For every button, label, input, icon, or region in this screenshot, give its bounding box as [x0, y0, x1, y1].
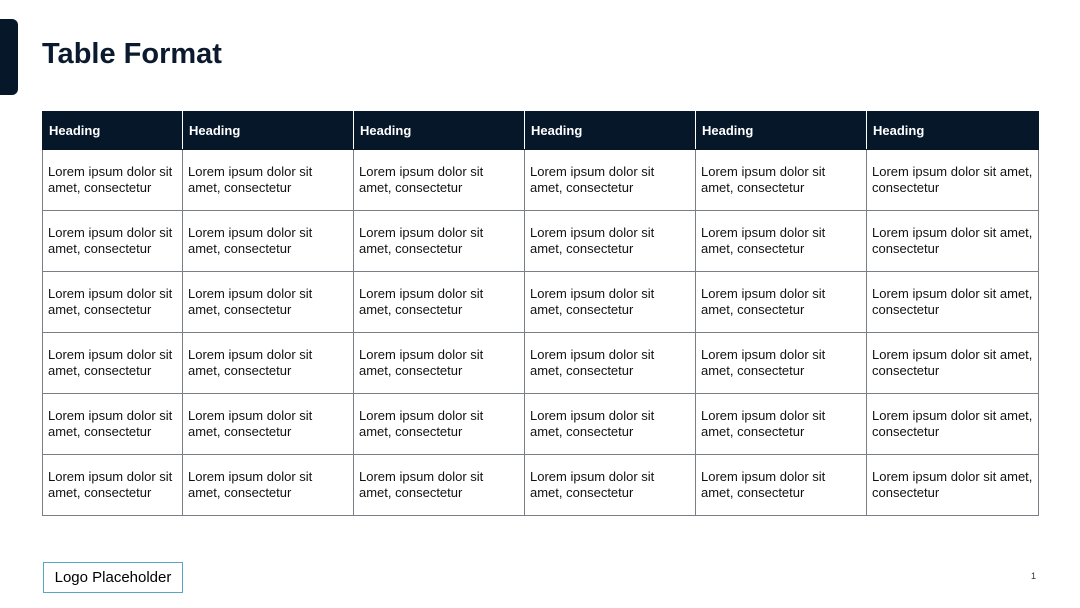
page-title: Table Format	[42, 38, 222, 70]
table-cell: Lorem ipsum dolor sit amet, consectetur	[867, 272, 1039, 333]
table-cell: Lorem ipsum dolor sit amet, consectetur	[183, 272, 354, 333]
table-cell: Lorem ipsum dolor sit amet, consectetur	[525, 211, 696, 272]
table-cell: Lorem ipsum dolor sit amet, consectetur	[525, 150, 696, 211]
column-header: Heading	[354, 112, 525, 150]
table-cell: Lorem ipsum dolor sit amet, consectetur	[525, 333, 696, 394]
column-header: Heading	[183, 112, 354, 150]
table-cell: Lorem ipsum dolor sit amet, consectetur	[354, 333, 525, 394]
table-row	[43, 455, 1039, 516]
table-cell: Lorem ipsum dolor sit amet, consectetur	[525, 455, 696, 516]
table-cell: Lorem ipsum dolor sit amet, consectetur	[354, 394, 525, 455]
table-cell: Lorem ipsum dolor sit amet, consectetur	[696, 455, 867, 516]
table-cell: Lorem ipsum dolor sit amet, consectetur	[354, 211, 525, 272]
table-cell: Lorem ipsum dolor sit amet, consectetur	[696, 150, 867, 211]
table-cell: Lorem ipsum dolor sit amet, consectetur	[43, 455, 183, 516]
table-cell: Lorem ipsum dolor sit amet, consectetur	[43, 272, 183, 333]
table-cell: Lorem ipsum dolor sit amet, consectetur	[696, 211, 867, 272]
table-cell: Lorem ipsum dolor sit amet, consectetur	[43, 333, 183, 394]
column-header: Heading	[696, 112, 867, 150]
table-cell: Lorem ipsum dolor sit amet, consectetur	[354, 272, 525, 333]
table-cell: Lorem ipsum dolor sit amet, consectetur	[354, 150, 525, 211]
table-row	[43, 272, 1039, 333]
table-cell: Lorem ipsum dolor sit amet, consectetur	[354, 455, 525, 516]
table-cell: Lorem ipsum dolor sit amet, consectetur	[43, 211, 183, 272]
table-cell: Lorem ipsum dolor sit amet, consectetur	[696, 272, 867, 333]
table-row	[43, 394, 1039, 455]
table-cell: Lorem ipsum dolor sit amet, consectetur	[183, 394, 354, 455]
table-cell: Lorem ipsum dolor sit amet, consectetur	[696, 333, 867, 394]
table-cell: Lorem ipsum dolor sit amet, consectetur	[183, 333, 354, 394]
data-table	[42, 111, 1039, 516]
table-cell: Lorem ipsum dolor sit amet, consectetur	[867, 455, 1039, 516]
table-cell: Lorem ipsum dolor sit amet, consectetur	[867, 211, 1039, 272]
table-cell: Lorem ipsum dolor sit amet, consectetur	[525, 394, 696, 455]
column-header: Heading	[43, 112, 183, 150]
table-cell: Lorem ipsum dolor sit amet, consectetur	[696, 394, 867, 455]
table-row	[43, 333, 1039, 394]
logo-placeholder	[43, 562, 183, 593]
table-cell: Lorem ipsum dolor sit amet, consectetur	[525, 272, 696, 333]
page-number: 1	[1030, 571, 1036, 581]
column-header: Heading	[525, 112, 696, 150]
table-cell: Lorem ipsum dolor sit amet, consectetur	[183, 211, 354, 272]
table-row	[43, 211, 1039, 272]
accent-tab	[0, 19, 18, 95]
table-cell: Lorem ipsum dolor sit amet, consectetur	[183, 455, 354, 516]
table-row	[43, 150, 1039, 211]
table-cell: Lorem ipsum dolor sit amet, consectetur	[867, 150, 1039, 211]
table-cell: Lorem ipsum dolor sit amet, consectetur	[183, 150, 354, 211]
table-header-row	[43, 112, 1039, 150]
table-cell: Lorem ipsum dolor sit amet, consectetur	[43, 394, 183, 455]
table-cell: Lorem ipsum dolor sit amet, consectetur	[43, 150, 183, 211]
logo-placeholder-text: Logo Placeholder	[54, 569, 172, 586]
table-cell: Lorem ipsum dolor sit amet, consectetur	[867, 394, 1039, 455]
table-cell: Lorem ipsum dolor sit amet, consectetur	[867, 333, 1039, 394]
column-header: Heading	[867, 112, 1039, 150]
